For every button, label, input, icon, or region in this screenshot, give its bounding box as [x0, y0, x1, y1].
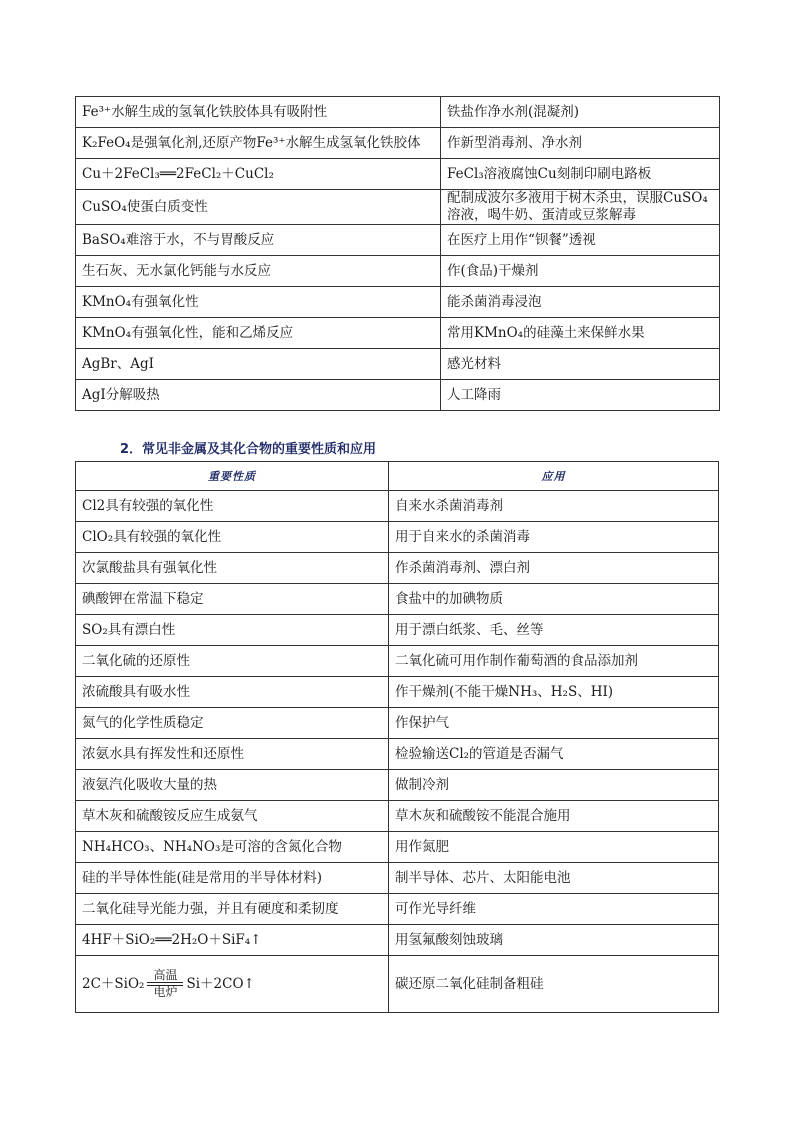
table-row [76, 894, 719, 925]
table-row [76, 349, 720, 380]
table-row [76, 956, 719, 1013]
application-cell: 用于自来水的杀菌消毒 [389, 522, 719, 553]
application-cell: 可作光导纤维 [389, 894, 719, 925]
silicon-reduction-equation [82, 969, 255, 999]
application-cell: 作新型消毒剂、净水剂 [441, 128, 720, 159]
table-header-row [76, 462, 719, 491]
table-row [76, 863, 719, 894]
property-cell: NH₄HCO₃、NH₄NO₃是可溶的含氮化合物 [76, 832, 389, 863]
application-cell: 感光材料 [441, 349, 720, 380]
table-row [76, 256, 720, 287]
equation-reactants: 2C＋SiO₂ [82, 975, 145, 992]
application-cell: 作(食品)干燥剂 [441, 256, 720, 287]
table-row [76, 522, 719, 553]
property-cell: K₂FeO₄是强氧化剂,还原产物Fe³⁺水解生成氢氧化铁胶体 [76, 128, 441, 159]
table-row [76, 190, 720, 225]
table-row [76, 128, 720, 159]
application-cell: 作干燥剂(不能干燥NH₃、H₂S、HI) [389, 677, 719, 708]
property-cell: CuSO₄使蛋白质变性 [76, 190, 441, 225]
application-cell: 铁盐作净水剂(混凝剂) [441, 97, 720, 128]
condition-top: 高温 [153, 968, 178, 982]
property-cell: 氮气的化学性质稳定 [76, 708, 389, 739]
table-row [76, 801, 719, 832]
application-cell: 做制冷剂 [389, 770, 719, 801]
application-cell: 作杀菌消毒剂、漂白剂 [389, 553, 719, 584]
application-cell: 碳还原二氧化硅制备粗硅 [389, 956, 719, 1013]
property-cell: ClO₂具有较强的氧化性 [76, 522, 389, 553]
property-cell: 液氨汽化吸收大量的热 [76, 770, 389, 801]
application-cell: 人工降雨 [441, 380, 720, 411]
property-cell: 次氯酸盐具有强氧化性 [76, 553, 389, 584]
table-row [76, 584, 719, 615]
application-cell: 作保护气 [389, 708, 719, 739]
table-row [76, 677, 719, 708]
application-cell: FeCl₃溶液腐蚀Cu刻制印刷电路板 [441, 159, 720, 190]
table-row [76, 770, 719, 801]
property-cell: 硅的半导体性能(硅是常用的半导体材料) [76, 863, 389, 894]
table-row [76, 615, 719, 646]
application-cell: 二氧化硫可用作制作葡萄酒的食品添加剂 [389, 646, 719, 677]
property-cell: KMnO₄有强氧化性，能和乙烯反应 [76, 318, 441, 349]
table-row [76, 318, 720, 349]
application-cell: 制半导体、芯片、太阳能电池 [389, 863, 719, 894]
table-row [76, 925, 719, 956]
table-row [76, 646, 719, 677]
property-cell: 生石灰、无水氯化钙能与水反应 [76, 256, 441, 287]
table-row [76, 708, 719, 739]
application-cell: 在医疗上用作“钡餐”透视 [441, 225, 720, 256]
application-cell: 用于漂白纸浆、毛、丝等 [389, 615, 719, 646]
property-cell: 二氧化硫的还原性 [76, 646, 389, 677]
application-cell: 配制成波尔多液用于树木杀虫，误服CuSO₄溶液，喝牛奶、蛋清或豆浆解毒 [441, 190, 720, 225]
metal-compounds-table [75, 96, 720, 411]
application-cell: 用作氮肥 [389, 832, 719, 863]
property-cell: 4HF＋SiO₂══2H₂O＋SiF₄↑ [76, 925, 389, 956]
table-row [76, 380, 720, 411]
property-cell: 二氧化硅导光能力强，并且有硬度和柔韧度 [76, 894, 389, 925]
property-cell: 浓氨水具有挥发性和还原性 [76, 739, 389, 770]
table-row [76, 832, 719, 863]
reaction-condition [147, 969, 183, 999]
header-application: 应用 [389, 462, 719, 491]
header-property: 重要性质 [76, 462, 389, 491]
property-cell: AgI分解吸热 [76, 380, 441, 411]
application-cell: 食盐中的加碘物质 [389, 584, 719, 615]
section-heading: 2．常见非金属及其化合物的重要性质和应用 [120, 442, 377, 457]
application-cell: 能杀菌消毒浸泡 [441, 287, 720, 318]
property-cell: 草木灰和硫酸铵反应生成氨气 [76, 801, 389, 832]
table-row [76, 97, 720, 128]
nonmetal-compounds-table [75, 461, 719, 1013]
table-row [76, 491, 719, 522]
property-cell: BaSO₄难溶于水，不与胃酸反应 [76, 225, 441, 256]
property-cell: Cu＋2FeCl₃══2FeCl₂＋CuCl₂ [76, 159, 441, 190]
condition-bottom: 电炉 [153, 985, 178, 999]
table-row [76, 225, 720, 256]
application-cell: 常用KMnO₄的硅藻土来保鲜水果 [441, 318, 720, 349]
property-cell: KMnO₄有强氧化性 [76, 287, 441, 318]
property-cell: 碘酸钾在常温下稳定 [76, 584, 389, 615]
application-cell: 草木灰和硫酸铵不能混合施用 [389, 801, 719, 832]
property-cell: AgBr、AgI [76, 349, 441, 380]
property-cell: 浓硫酸具有吸水性 [76, 677, 389, 708]
equation-products: Si＋2CO↑ [186, 975, 255, 992]
table-row [76, 553, 719, 584]
application-cell: 自来水杀菌消毒剂 [389, 491, 719, 522]
property-cell: Cl2具有较强的氧化性 [76, 491, 389, 522]
table-row [76, 287, 720, 318]
table-row [76, 739, 719, 770]
application-cell: 检验输送Cl₂的管道是否漏气 [389, 739, 719, 770]
property-cell [76, 956, 389, 1013]
application-cell: 用氢氟酸刻蚀玻璃 [389, 925, 719, 956]
table-row [76, 159, 720, 190]
property-cell: SO₂具有漂白性 [76, 615, 389, 646]
property-cell: Fe³⁺水解生成的氢氧化铁胶体具有吸附性 [76, 97, 441, 128]
